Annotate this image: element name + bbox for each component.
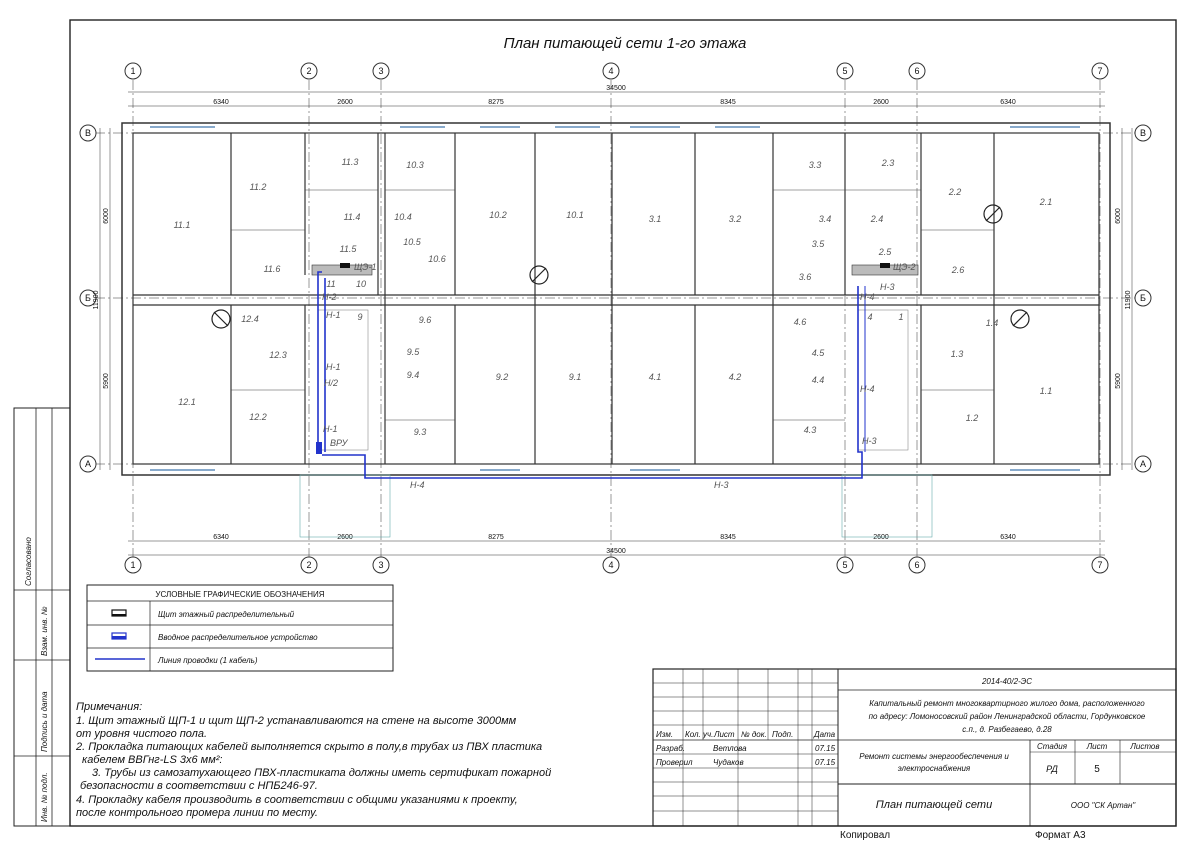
svg-text:6: 6 bbox=[914, 560, 920, 570]
svg-text:Изм.: Изм. bbox=[656, 730, 674, 739]
room-label: 3.3 bbox=[808, 160, 822, 170]
svg-text:3. Трубы из самозатухающего ПВ: 3. Трубы из самозатухающего ПВХ-пластиката должны иметь сертификат пожарной bbox=[92, 767, 552, 779]
room-label: 3.5 bbox=[811, 239, 825, 249]
room-label: 9 bbox=[357, 312, 363, 322]
room-label: 4.4 bbox=[811, 375, 825, 385]
svg-text:Проверил: Проверил bbox=[656, 758, 693, 767]
svg-text:Ремонт системы энергообеспечен: Ремонт системы энергообеспечения и bbox=[859, 752, 1009, 761]
svg-text:8275: 8275 bbox=[488, 534, 504, 541]
panels bbox=[316, 262, 916, 454]
svg-text:8345: 8345 bbox=[720, 99, 736, 106]
room-label: 4 bbox=[867, 312, 873, 322]
svg-text:Лист: Лист bbox=[1086, 742, 1108, 751]
room-label: 9.1 bbox=[568, 372, 582, 382]
stamp-agreed: Согласовано bbox=[24, 537, 33, 586]
legend-header: УСЛОВНЫЕ ГРАФИЧЕСКИЕ ОБОЗНАЧЕНИЯ bbox=[155, 590, 325, 599]
svg-text:11900: 11900 bbox=[1125, 290, 1132, 310]
floor-panel-icon bbox=[880, 263, 890, 268]
svg-text:7: 7 bbox=[1097, 66, 1103, 76]
svg-text:Н-1: Н-1 bbox=[326, 362, 341, 372]
cable-labels bbox=[322, 282, 895, 490]
room-label: 11.6 bbox=[263, 264, 281, 274]
room-label: 10.6 bbox=[428, 254, 446, 264]
dimensions-bottom bbox=[128, 534, 1105, 555]
svg-text:Подп.: Подп. bbox=[772, 730, 794, 739]
stamp-replace-inv: Взам. инв. № bbox=[40, 606, 49, 656]
room-label: 9.3 bbox=[413, 427, 427, 437]
svg-text:Щит этажный распределительный: Щит этажный распределительный bbox=[158, 610, 295, 619]
svg-text:Листов: Листов bbox=[1130, 742, 1160, 751]
svg-text:Ветлова: Ветлова bbox=[713, 744, 747, 753]
doc-code: 2014-40/2-ЭС bbox=[981, 677, 1033, 686]
svg-text:Н-1: Н-1 bbox=[323, 424, 338, 434]
room-label: 2.5 bbox=[878, 247, 892, 257]
svg-text:5900: 5900 bbox=[1115, 373, 1122, 389]
vru-label: ВРУ bbox=[330, 438, 348, 448]
svg-text:6340: 6340 bbox=[213, 99, 229, 106]
dimensions-top bbox=[128, 85, 1105, 106]
room-label: 9.6 bbox=[418, 315, 432, 325]
room-label: 3.6 bbox=[798, 272, 812, 282]
svg-text:Лист: Лист bbox=[714, 730, 735, 739]
svg-text:Чудаков: Чудаков bbox=[713, 758, 744, 767]
svg-text:34500: 34500 bbox=[606, 548, 626, 555]
room-label: 12.4 bbox=[241, 314, 259, 324]
svg-text:6340: 6340 bbox=[1000, 534, 1016, 541]
svg-text:безопасности в соответствии с: безопасности в соответствии с НПБ246-97. bbox=[80, 780, 318, 792]
room-label: 11.5 bbox=[339, 244, 357, 254]
svg-text:Стадия: Стадия bbox=[1037, 742, 1067, 751]
svg-text:№ док.: № док. bbox=[741, 730, 767, 739]
svg-text:2600: 2600 bbox=[337, 534, 353, 541]
building-walls bbox=[122, 123, 1110, 537]
svg-text:6000: 6000 bbox=[103, 208, 110, 224]
room-label: 2.6 bbox=[951, 265, 965, 275]
side-stamp bbox=[14, 408, 70, 826]
copied-label: Копировал bbox=[840, 830, 891, 841]
drawing-name: План питающей сети bbox=[875, 799, 993, 811]
svg-text:от уровня чистого пола.: от уровня чистого пола. bbox=[76, 728, 208, 740]
legend bbox=[87, 585, 393, 671]
room-label: 1.2 bbox=[965, 413, 979, 423]
svg-text:Примечания:: Примечания: bbox=[76, 701, 143, 713]
svg-text:1: 1 bbox=[130, 66, 136, 76]
svg-text:5: 5 bbox=[842, 66, 848, 76]
room-label: 9.5 bbox=[406, 347, 420, 357]
room-label: 10.3 bbox=[406, 160, 424, 170]
svg-text:Н-3: Н-3 bbox=[714, 480, 729, 490]
svg-text:после контрольного промера лин: после контрольного промера линии по месту. bbox=[76, 807, 318, 819]
room-label: 9.4 bbox=[406, 370, 420, 380]
room-label: 4.6 bbox=[793, 317, 807, 327]
room-label: 10.1 bbox=[566, 210, 584, 220]
svg-text:1. Щит этажный ЩП-1 и щит ЩП-2: 1. Щит этажный ЩП-1 и щит ЩП-2 устанавливаются на стене на высоте 3000мм bbox=[76, 715, 517, 727]
room-label: 12.2 bbox=[249, 412, 267, 422]
room-label: 2.1 bbox=[1039, 197, 1053, 207]
stage: РД bbox=[1046, 764, 1058, 774]
svg-text:3: 3 bbox=[378, 560, 384, 570]
room-label: 3.4 bbox=[818, 214, 832, 224]
svg-text:Н-2: Н-2 bbox=[322, 292, 337, 302]
room-label: 3.1 bbox=[648, 214, 662, 224]
room-label: 4.2 bbox=[728, 372, 742, 382]
svg-text:4: 4 bbox=[608, 560, 614, 570]
input-panel-icon bbox=[316, 442, 322, 454]
axis-bubbles-top bbox=[125, 63, 1108, 79]
svg-text:8275: 8275 bbox=[488, 99, 504, 106]
room-label: 2.3 bbox=[881, 158, 895, 168]
svg-text:Кол. уч.: Кол. уч. bbox=[685, 730, 714, 739]
svg-text:2600: 2600 bbox=[873, 99, 889, 106]
room-label: 11.3 bbox=[341, 157, 359, 167]
svg-text:электроснабжения: электроснабжения bbox=[897, 764, 971, 773]
axis-bubbles-bottom bbox=[125, 557, 1108, 573]
axis-bubbles-side bbox=[80, 125, 1151, 472]
room-label: 4.1 bbox=[648, 372, 662, 382]
svg-text:2. Прокладка питающих кабелей: 2. Прокладка питающих кабелей выполняется скрыто в полу,в трубах из ПВХ пластика bbox=[76, 741, 543, 753]
stamp-sign-date: Подпись и дата bbox=[40, 691, 49, 752]
svg-text:5900: 5900 bbox=[103, 373, 110, 389]
svg-text:Линия проводки (1 кабель): Линия проводки (1 кабель) bbox=[158, 656, 258, 665]
sheet-number: 5 bbox=[1094, 764, 1100, 775]
svg-text:2600: 2600 bbox=[873, 534, 889, 541]
room-label: 2.2 bbox=[948, 187, 962, 197]
svg-text:Н-4: Н-4 bbox=[860, 384, 875, 394]
svg-text:Б: Б bbox=[85, 293, 91, 303]
svg-text:07.15: 07.15 bbox=[815, 744, 836, 753]
svg-text:Н-1: Н-1 bbox=[326, 310, 341, 320]
room-label: 11.1 bbox=[173, 220, 191, 230]
svg-text:2: 2 bbox=[306, 66, 312, 76]
svg-text:1: 1 bbox=[130, 560, 136, 570]
room-label: 9.2 bbox=[495, 372, 509, 382]
svg-text:7: 7 bbox=[1097, 560, 1103, 570]
svg-text:6: 6 bbox=[914, 66, 920, 76]
svg-text:В: В bbox=[1139, 128, 1147, 138]
svg-text:В: В bbox=[84, 128, 92, 138]
company: ООО "СК Артан" bbox=[1070, 801, 1136, 810]
title-block bbox=[653, 669, 1176, 841]
room-label: 10.5 bbox=[403, 237, 421, 247]
room-label: 10 bbox=[355, 279, 367, 289]
svg-text:Дата: Дата bbox=[814, 730, 836, 739]
svg-text:А: А bbox=[1139, 459, 1147, 469]
svg-text:Вводное распределительное устр: Вводное распределительное устройство bbox=[158, 633, 318, 642]
room-label: 11.2 bbox=[249, 182, 267, 192]
room-label: 11 bbox=[326, 279, 336, 289]
room-label: 2.4 bbox=[870, 214, 884, 224]
svg-text:Разраб.: Разраб. bbox=[656, 744, 685, 753]
svg-text:А: А bbox=[84, 459, 92, 469]
room-label: 4.5 bbox=[811, 348, 825, 358]
svg-text:кабелем ВВГнг-LS 3х6 мм²:: кабелем ВВГнг-LS 3х6 мм²: bbox=[82, 754, 223, 766]
room-label: 1.1 bbox=[1039, 386, 1053, 396]
svg-text:Н-4: Н-4 bbox=[860, 292, 875, 302]
svg-text:Б: Б bbox=[1140, 293, 1146, 303]
drawing-title: План питающей сети 1-го этажа bbox=[503, 35, 747, 52]
room-label: 11.4 bbox=[343, 212, 361, 222]
format-label: Формат А3 bbox=[1035, 830, 1086, 841]
stamp-inv-orig: Инв. № подл. bbox=[40, 772, 49, 822]
notes bbox=[75, 701, 551, 819]
svg-text:с.п., д. Разбегаево, д.28: с.п., д. Разбегаево, д.28 bbox=[962, 725, 1052, 734]
svg-text:8345: 8345 bbox=[720, 534, 736, 541]
svg-text:Н/2: Н/2 bbox=[324, 378, 339, 388]
room-label: 12.3 bbox=[269, 350, 287, 360]
room-label: 1.3 bbox=[950, 349, 964, 359]
svg-text:5: 5 bbox=[842, 560, 848, 570]
svg-text:4. Прокладку кабеля производит: 4. Прокладку кабеля производить в соответствии с общими указаниями к проекту, bbox=[76, 794, 518, 806]
svg-text:по адресу: Ломоносовский район: по адресу: Ломоносовский район Ленинградской области, Гордунковское bbox=[868, 712, 1146, 721]
room-label: 4.3 bbox=[803, 425, 817, 435]
svg-text:34500: 34500 bbox=[606, 85, 626, 92]
svg-text:3: 3 bbox=[378, 66, 384, 76]
svg-text:6340: 6340 bbox=[1000, 99, 1016, 106]
svg-text:2: 2 bbox=[306, 560, 312, 570]
svg-text:2600: 2600 bbox=[337, 99, 353, 106]
svg-text:Капитальный ремонт многокварти: Капитальный ремонт многоквартирного жилого дома, расположенного bbox=[869, 699, 1145, 708]
svg-text:07.15: 07.15 bbox=[815, 758, 836, 767]
room-label: 3.2 bbox=[728, 214, 742, 224]
floor-panel-icon bbox=[340, 263, 350, 268]
panel-shch2-label: ЩЭ-2 bbox=[893, 262, 916, 272]
room-label: 1.4 bbox=[985, 318, 999, 328]
panel-shch1-label: ЩЭ-1 bbox=[354, 262, 377, 272]
room-label: 1 bbox=[898, 312, 904, 322]
svg-text:Н-3: Н-3 bbox=[880, 282, 895, 292]
svg-text:6000: 6000 bbox=[1115, 208, 1122, 224]
svg-text:Н-4: Н-4 bbox=[410, 480, 425, 490]
svg-text:Н-3: Н-3 bbox=[862, 436, 877, 446]
svg-text:11900: 11900 bbox=[93, 290, 100, 310]
svg-text:6340: 6340 bbox=[213, 534, 229, 541]
room-label: 10.4 bbox=[394, 212, 412, 222]
cable-routes bbox=[318, 272, 865, 478]
room-label: 12.1 bbox=[178, 397, 196, 407]
room-label: 10.2 bbox=[489, 210, 507, 220]
svg-text:4: 4 bbox=[608, 66, 614, 76]
